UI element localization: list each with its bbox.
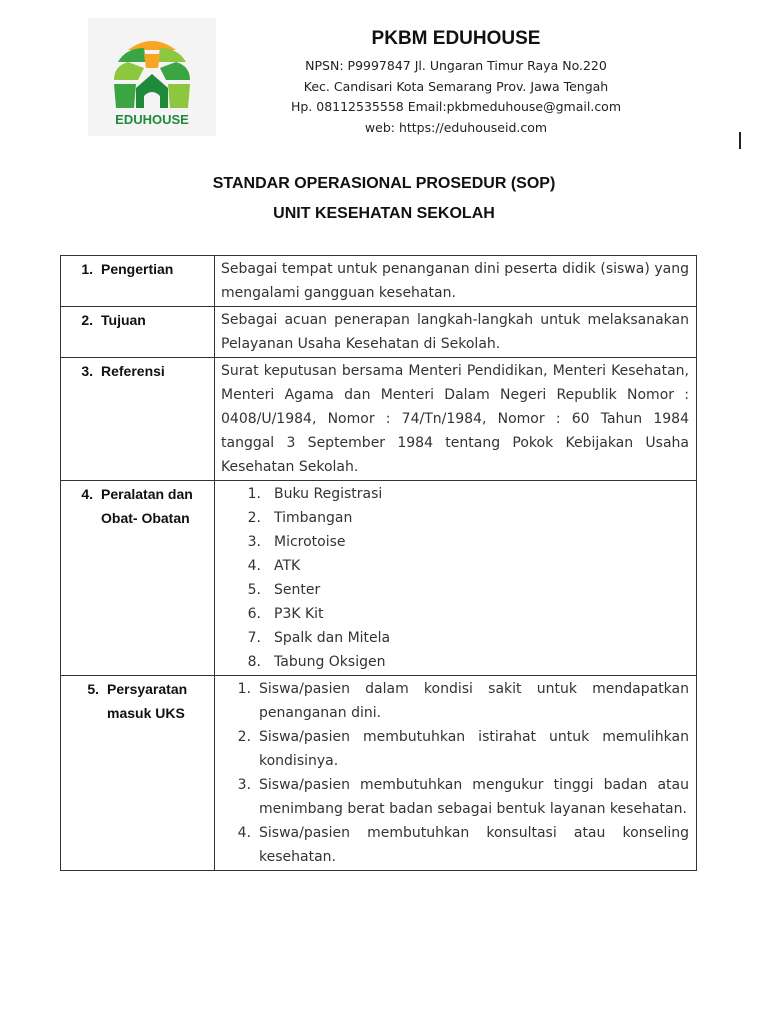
website-line: web: https://eduhouseid.com [364,119,548,135]
section-title: Peralatan dan Obat- Obatan [101,486,193,526]
house-leaf-icon [88,18,216,136]
eduhouse-logo [88,18,216,136]
section-content [215,676,697,871]
section-content: Surat keputusan bersama Menteri Pendidikan, Menteri Kesehatan, Menteri Agama dan Menteri Dalam Negeri Republik Nomor : 0408/U/1984, Nomor : 74/Tn/1984, Nomor : 60 Tahun 1984 tanggal 3 September 1984 tentang Pokok Kebijakan Usaha Kesehatan Sekolah. [215,358,697,481]
npsn-address-line: NPSN: P9997847 Jl. Ungaran Timur Raya No.220 [305,58,607,73]
list-item: 4. Siswa/pasien membutuhkan konsultasi atau konseling kesehatan. [237,825,689,865]
table-row [61,256,697,307]
list-item: 1. Siswa/pasien dalam kondisi sakit untuk mendapatkan penanganan dini. [237,681,689,721]
section-number: 4. [81,486,93,502]
requirements-list [221,677,689,869]
district-line: Kec. Candisari Kota Semarang Prov. Jawa Tengah [303,78,609,94]
section-title-continued: masuk UKS [107,705,185,721]
document-title: STANDAR OPERASIONAL PROSEDUR (SOP) [212,175,556,192]
organization-name: PKBM EDUHOUSE [371,28,541,49]
section-title: Persyaratan [107,681,188,697]
list-item: 3. Microtoise [247,534,346,550]
table-row [61,481,697,676]
section-label [61,256,215,307]
section-title: Referensi [101,363,165,379]
document-subtitle: UNIT KESEHATAN SEKOLAH [273,205,495,222]
table-row [61,358,697,481]
equipment-list [221,482,689,674]
section-number: 3. [81,363,93,379]
section-label [61,676,215,871]
section-label [61,481,215,676]
section-label [61,358,215,481]
list-item: 4. ATK [247,558,301,574]
text-cursor [739,132,741,149]
list-item: 8. Tabung Oksigen [247,654,386,670]
section-content: Sebagai tempat untuk penanganan dini peserta didik (siswa) yang mengalami gangguan kesehatan. [215,256,697,307]
list-item: 3. Siswa/pasien membutuhkan mengukur tinggi badan atau menimbang berat badan sebagai bentuk layanan kesehatan. [237,777,689,817]
logo-wordmark: EDUHOUSE [115,112,189,127]
section-content: Sebagai acuan penerapan langkah-langkah untuk melaksanakan Pelayanan Usaha Kesehatan di Sekolah. [215,307,697,358]
section-number: 2. [81,312,93,328]
list-item: 6. P3K Kit [247,606,324,622]
list-item: 2. Siswa/pasien membutuhkan istirahat untuk memulihkan kondisinya. [237,729,689,769]
table-row [61,307,697,358]
section-label [61,307,215,358]
list-item: 7. Spalk dan Mitela [247,630,391,646]
organization-header [270,28,642,138]
sop-table [60,255,697,871]
section-title: Pengertian [101,261,174,277]
section-title: Tujuan [101,312,146,328]
section-number: 1. [81,261,93,277]
table-row [61,676,697,871]
list-item: 2. Timbangan [247,510,353,526]
contact-line: Hp. 08112535558 Email:pkbmeduhouse@gmail.com [290,99,622,114]
list-item: 5. Senter [247,582,321,598]
section-number: 5. [87,681,99,697]
section-content [215,481,697,676]
list-item: 1. Buku Registrasi [247,486,383,502]
